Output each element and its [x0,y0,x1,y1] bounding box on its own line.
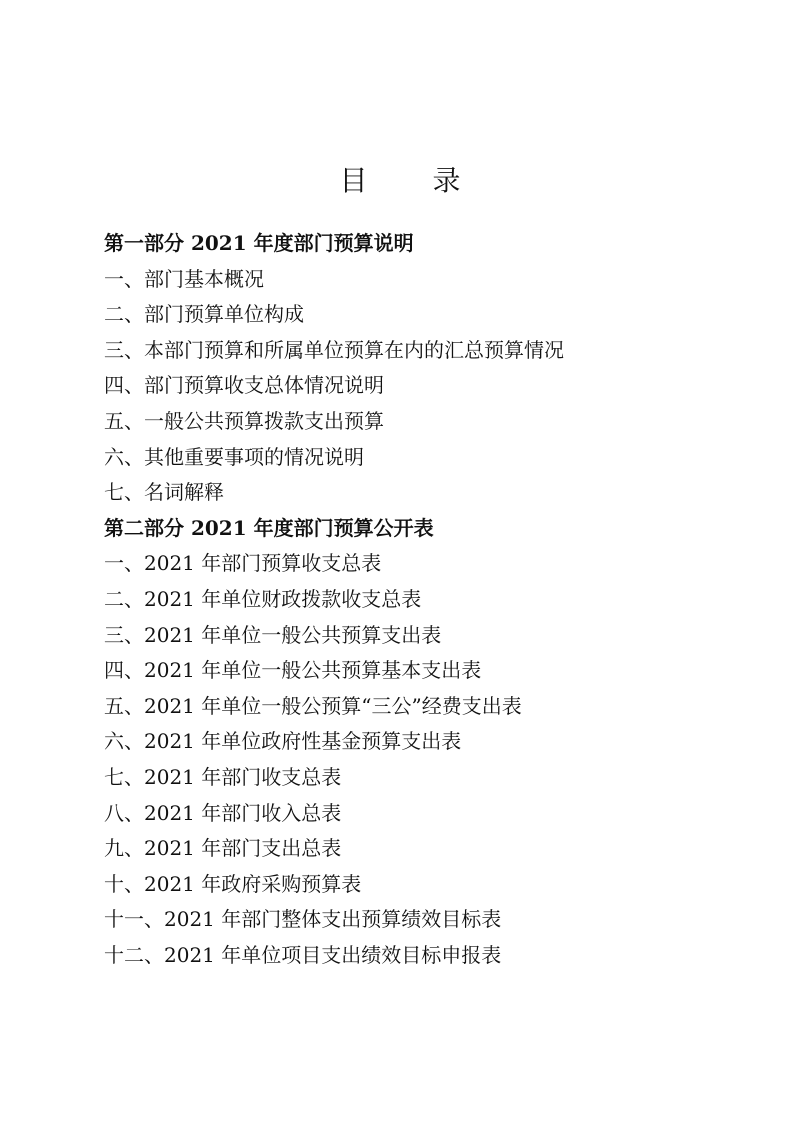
toc-entry: 三、2021 年单位一般公共预算支出表 [104,622,442,647]
toc-entry: 二、部门预算单位构成 [104,302,304,327]
toc-entry: 八、2021 年部门收入总表 [104,800,342,825]
toc-entry: 十、2021 年政府采购预算表 [104,871,362,896]
toc-entry: 三、本部门预算和所属单位预算在内的汇总预算情况 [104,337,564,362]
toc-entry: 九、2021 年部门支出总表 [104,836,342,861]
toc-entry: 七、名词解释 [104,480,224,505]
toc-entry: 四、部门预算收支总体情况说明 [104,373,384,398]
toc-entry: 六、2021 年单位政府性基金预算支出表 [104,729,462,754]
table-of-contents [104,226,744,973]
toc-entry: 五、2021 年单位一般公预算“三公”经费支出表 [104,693,522,718]
toc-entry: 十二、2021 年单位项目支出绩效目标申报表 [104,942,502,967]
toc-section-heading: 第一部分 2021 年度部门预算说明 [104,231,414,255]
page-title: 目 录 [339,163,489,197]
toc-entry: 一、2021 年部门预算收支总表 [104,551,382,576]
toc-entry: 四、2021 年单位一般公共预算基本支出表 [104,658,482,683]
toc-entry: 五、一般公共预算拨款支出预算 [104,408,384,433]
toc-entry: 十一、2021 年部门整体支出预算绩效目标表 [104,907,502,932]
toc-entry: 六、其他重要事项的情况说明 [104,444,364,469]
toc-entry: 二、2021 年单位财政拨款收支总表 [104,586,422,611]
toc-section-heading: 第二部分 2021 年度部门预算公开表 [104,515,434,540]
toc-entry: 一、部门基本概况 [104,266,264,291]
toc-entry: 七、2021 年部门收支总表 [104,764,342,789]
